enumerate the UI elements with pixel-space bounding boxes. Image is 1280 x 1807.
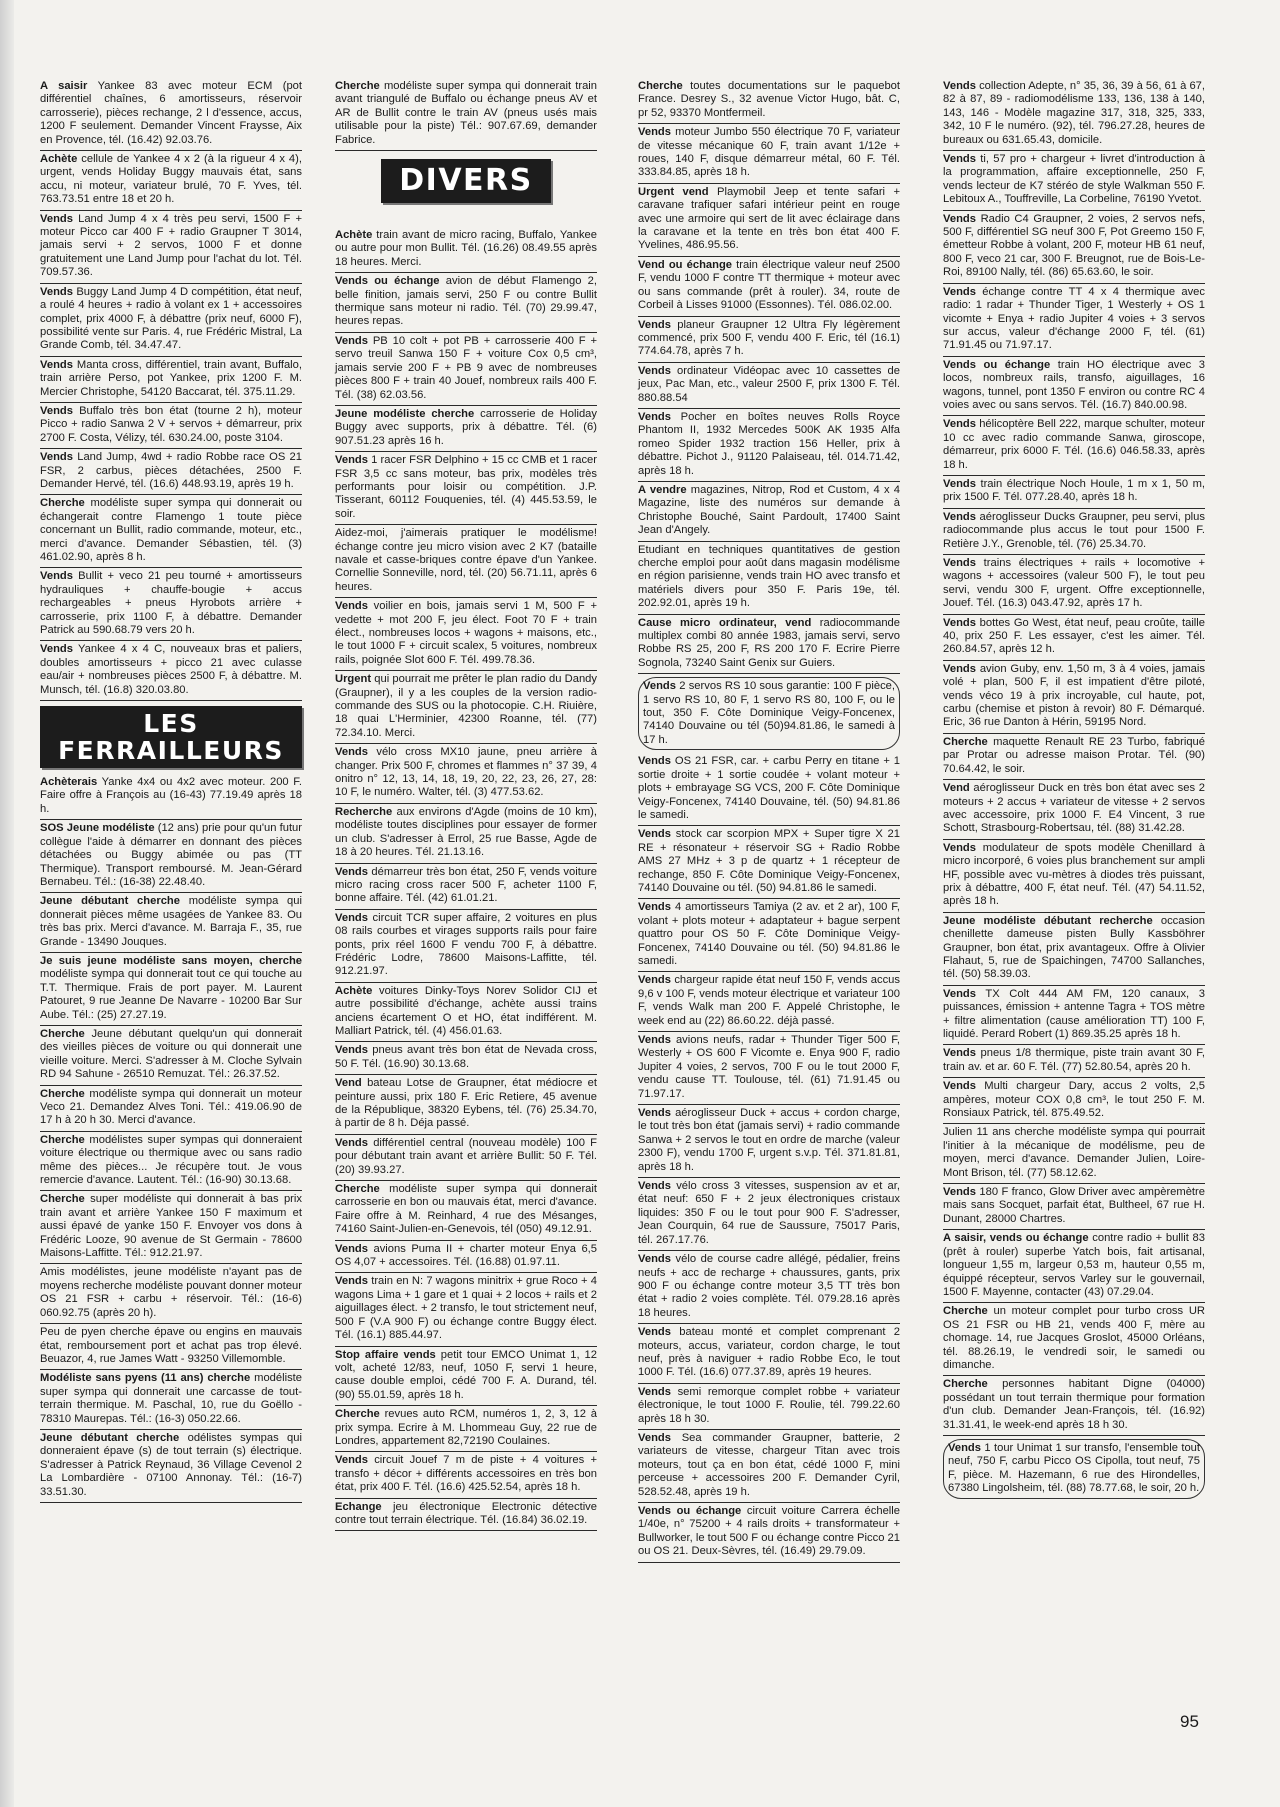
- ad-text: voitures Dinky-Toys Norev Solidor CIJ et autre possibilité d'échange, achète aussi trains anciens écartement O et HO, état indifférent. M. Malliart Patrick, tél. (4) 456.01.63.: [335, 984, 597, 1037]
- ad-keyword: Modéliste sans pyens (11 ans) cherche: [40, 1372, 251, 1385]
- classified-ad: [638, 184, 900, 257]
- ad-keyword: Vends: [335, 1242, 368, 1255]
- ad-keyword: Vend: [335, 1077, 362, 1090]
- ad-keyword: Cherche: [335, 80, 380, 92]
- ad-text: circuit Jouef 7 m de piste + 4 voitures + transfo + décor + différents accessoires en très bon état, prix 400 F. Tél. (16.6) 425.52.54, après 18 h.: [335, 1454, 597, 1494]
- classified-ad: [638, 482, 900, 542]
- ad-keyword: Cherche: [40, 1193, 85, 1206]
- ad-keyword: Cherche: [943, 1378, 988, 1391]
- ad-keyword: A vendre: [638, 483, 687, 496]
- classified-ad: [40, 774, 302, 820]
- ad-keyword: Vends: [638, 1326, 671, 1339]
- ad-text: moteur Jumbo 550 électrique 70 F, variateur de vitesse mécanique 60 F, train avant 1/12e + roues, 140 F, disque démarreur métal, 60 F. Tél. 333.84.85, après 18 h.: [638, 126, 900, 179]
- classified-ad: [40, 820, 302, 893]
- ad-keyword: Achète: [335, 229, 373, 242]
- classified-ad: [40, 1324, 302, 1370]
- classified-ad: [943, 1124, 1205, 1184]
- ad-text: contre radio + bullit 83 (prêt à rouler) superbe Yatch bois, fait artisanal, longueur 1,55 m, largeur 0,53 m, hauteur 0,55 m, équippé récepteur, servos Varley sur le gouvernail, 1500 F. Mayenne, contacter (43) 07.29.04.: [943, 1232, 1205, 1298]
- classified-ad: [335, 804, 597, 864]
- ad-text: avion de début Flamengo 2, belle finition, jamais servi, 250 F ou contre Bullit thermique sans moteur ni radio. Tél. (70) 29.99.47, heures repas.: [335, 275, 598, 328]
- ad-keyword: Vends: [335, 334, 368, 347]
- classified-ad: [638, 317, 900, 363]
- ad-text: vélo cross 3 vitesses, suspension av et ar, état neuf: 650 F + 2 jeux électroniques cristaux liquides: 350 F ou le tout pour 900 F. S'adresser, Jean Courquin, 64 rue de Saussure, 75017 Paris, tél. 267.17.76.: [638, 1180, 900, 1246]
- ad-text: aéroglisseur Ducks Graupner, peu servi, plus radiocommande plus accus le tout pour 1500 F. Retière J.Y., Grenoble, tél. (76) 25.34.70.: [943, 510, 1205, 550]
- classified-ad: [943, 734, 1205, 780]
- ad-text: avions Puma II + charter moteur Enya 6,5 OS 4,07 + accessoires. Tél. (16.88) 01.97.11.: [335, 1242, 597, 1269]
- classified-ad: [943, 615, 1205, 661]
- ad-text: Amis modélistes, jeune modéliste n'ayant pas de moyens recherche modéliste pouvant donner moteur OS 21 FSR + carbu + réservoir. Tél.: (16-6) 060.92.75 (après 20 h).: [40, 1266, 302, 1319]
- ad-keyword: Vend: [943, 782, 970, 795]
- ad-text: échange contre TT 4 x 4 thermique avec radio: 1 radar + Thunder Tiger, 1 Westerly + OS 1 vicomte + Enya + radio Jupiter 4 voies + 3 servos sur accus, valeur d'échange 2000 F, tél. (61) 71.91.45 ou 71.97.17.: [943, 285, 1205, 352]
- classified-ad: [638, 124, 900, 184]
- classified-ad: [40, 1264, 302, 1324]
- ad-text: vélo cross MX10 jaune, pneu arrière à changer. Prix 500 F, chromes et flammes n° 37 39, 4 onitro n° 12, 13, 14, 18, 19, 20, 22, 23, 26, 27, 28: 10 F, le numéro. Walter, tél. (3) 477.53.62.: [335, 746, 597, 799]
- ad-text: Peu de pyen cherche épave ou engins en mauvais état, remboursement port et achat pas trop élevé. Beuazor, 4, rue James Watt - 93250 Villemomble.: [40, 1326, 302, 1365]
- ad-keyword: Cherche: [943, 735, 988, 748]
- ad-keyword: Cherche: [40, 1087, 85, 1100]
- ad-keyword: Vends ou échange: [943, 358, 1051, 371]
- ad-keyword: Vends: [943, 212, 976, 225]
- classified-ad: [40, 641, 302, 701]
- ad-text: Pocher en boîtes neuves Rolls Royce Phantom II, 1932 Mercedes 500K AK 1935 Alfa romeo Spider 1932 traction 156 Heller, prix à débattre. Pichot J., 91120 Palaiseau, tél. 014.71.42, après 18 h.: [638, 410, 900, 477]
- ad-text: petit tour EMCO Unimat 1, 12 volt, acheté 12/83, neuf, 1050 F, servi 1 heure, cause double emploi, cédé 700 F. A. Durand, tél. (90) 55.01.59, après 18 h.: [335, 1348, 597, 1401]
- ad-keyword: Vends: [943, 477, 976, 490]
- ad-text: aux environs d'Agde (moins de 10 km), modéliste toutes disciplines pour essayer de former un club. S'adresser à Errol, 25 rue Basse, Agde de 18 à 20 heures. Tél. 21.13.16.: [335, 805, 597, 859]
- ad-text: modélistes super sympas qui donneraient voiture électrique ou thermique avec ou sans radio même des pièces... Je récupère tout. Je vous remercie d'avance. Lautent. Tél.: (16-90) 30.13.68.: [40, 1133, 302, 1187]
- classified-ad: [943, 555, 1205, 615]
- ad-keyword: Jeune modéliste cherche: [335, 407, 475, 420]
- ad-keyword: Vends: [638, 1107, 671, 1120]
- ad-keyword: Echange: [335, 1500, 382, 1513]
- ad-text: jeu électronique Electronic détective contre tout terrain électrique. Tél. (16.84) 36.02.19.: [335, 1500, 597, 1526]
- ad-text: Playmobil Jeep et tente safari + caravane trafiquer safari intérieur peint en rouge avec une armoire qui sert de lit avec éclairage dans la caravane et la tente en très bon état 400 F. Yvelines, 486.95.56.: [638, 185, 900, 252]
- classified-ad: [943, 1045, 1205, 1078]
- ad-text: Buffalo très bon état (tourne 2 h), moteur Picco + radio Sanwa 2 V + servos + démarreur, prix 2700 F. Costa, Vélizy, tél. 630.24.00, poste 3104.: [40, 404, 302, 444]
- classified-ad: [638, 1503, 900, 1563]
- classified-ad: [335, 1452, 597, 1498]
- ad-text: chargeur rapide état neuf 150 F, vends accus 9,6 v 100 F, vends moteur électrique et variateur 100 F, vends Walk man 200 F. Appelé Christophe, le week end au (22) 86.60.22. déjà passé.: [638, 974, 900, 1027]
- ad-text: revues auto RCM, numéros 1, 2, 3, 12 à prix sympa. Ecrire à M. Lhommeau Guy, 22 rue de Londres, appartement 82,72190 Coulaines.: [335, 1408, 597, 1447]
- ad-text: circuit voiture Carrera échelle 1/40e, n° 75200 + 4 rails droits + transformateur + Bullworker, le tout 500 F ou échange contre Picco 21 ou OS 21. Deux-Sèvres, tél. (16.49) 29.79.09.: [638, 1505, 900, 1558]
- ad-text: radiocommande multiplex combi 80 année 1983, jamais servi, servo Robbe RS 25, 200 F, RS 200 170 F. Ecrire Pierre Sognola, 73240 Saint Genix sur Guiers.: [638, 616, 900, 669]
- classified-ad: [40, 1430, 302, 1503]
- ad-text: modéliste sympa qui donnerait un moteur Veco 21. Demandez Alves Toni. Tél.: 419.06.90 de 17 h à 20 h 30. Merci d'avance.: [40, 1087, 302, 1127]
- ad-keyword: Vends: [638, 318, 671, 331]
- classified-ad: [943, 840, 1205, 913]
- ad-text: carrosserie de Holiday Buggy avec supports, prix à débattre. Tél. (6) 907.51.23 après 16 h.: [335, 407, 597, 447]
- ad-keyword: A saisir, vends ou échange: [943, 1232, 1089, 1245]
- ad-text: hélicoptère Bell 222, marque schulter, moteur 10 cc avec radio commande Sanwa, giroscope, démarreur, prix 6000 F. Tél. (16.6) 046.58.33, après 18 h.: [943, 418, 1205, 471]
- ad-keyword: Vends: [40, 285, 73, 298]
- ad-text: Multi chargeur Dary, accus 2 volts, 2,5 ampères, moteur COX 0,8 cm³, le tout 250 F. M. Ronsiaux Patrick, tél. 875.49.52.: [943, 1080, 1205, 1120]
- classified-ad: [335, 1181, 597, 1241]
- ad-text: pneus 1/8 thermique, piste train avant 30 F, train av. et ar. 60 F. Tél. (77) 52.80.54, après 20 h.: [943, 1047, 1205, 1073]
- ad-text: cellule de Yankee 4 x 2 (à la rigueur 4 x 4), urgent, vends Holiday Buggy mauvais état, sans accu, ni moteur, variateur brulé, 70 F. Yves, tél. 763.73.51 entre 18 et 20 h.: [40, 153, 302, 206]
- ad-text: Radio C4 Graupner, 2 voies, 2 servos nefs, 500 F, différentiel SG neuf 300 F, Pot Greemo 150 F, émetteur Robbe à volant, 200 F, moteur HB 61 neuf, 800 F, veco 21 car, 300 F. Breugnot, rue de Bois-Le-Roi, 89100 Nally, tél. (86) 65.63.60, le soir.: [943, 212, 1205, 279]
- ad-text: Buggy Land Jump 4 D compétition, état neuf, a roulé 4 heures + radio à volant ex 1 + accessoires complet, prix 4000 F, à débattre (prix neuf, 6000 F), possibilité vente sur Paris. 4, rue Frédéric Mistral, La Grande Comb, tél. 34.47.47.: [40, 285, 302, 352]
- classified-ad: [638, 1384, 900, 1430]
- classified-ad: [335, 744, 597, 804]
- ad-keyword: Vends: [40, 404, 73, 417]
- ad-keyword: Vends: [335, 1275, 368, 1288]
- classified-ad: [638, 972, 900, 1032]
- classified-ad: [943, 476, 1205, 509]
- ad-text: personnes habitant Digne (04000) possédant un tout terrain thermique pour formation d'un club. Demander Jean-François, tél. (16.92) 31.31.41, le week-end après 18 h 30.: [943, 1378, 1205, 1431]
- classified-ad: [40, 449, 302, 495]
- ad-text: Land Jump, 4wd + radio Robbe race OS 21 FSR, 2 carbus, pièces détachées, 2500 F. Demander Hervé, tél. (16.6) 448.93.19, après 19 h.: [40, 451, 302, 490]
- ad-text: train HO électrique avec 3 locos, nombreux rails, transfo, aiguillages, 16 wagons, tunnel, pont 1350 F environ ou contre RC 4 voies avec ou sans servos. Tél. (16.7) 840.00.98.: [943, 358, 1206, 411]
- ad-keyword: Cherche: [335, 1183, 380, 1196]
- ad-text: train électrique Noch Houle, 1 m x 1, 50 m, prix 1500 F. Tél. 077.28.40, après 18 h.: [943, 477, 1205, 504]
- ad-keyword: Urgent vend: [638, 185, 709, 198]
- ad-keyword: Cherche: [638, 80, 683, 92]
- classified-ad: [40, 893, 302, 953]
- classified-ad: [40, 568, 302, 641]
- ad-keyword: Vends: [335, 600, 368, 613]
- ad-keyword: Cause micro ordinateur, vend: [638, 616, 812, 629]
- ad-text: voilier en bois, jamais servi 1 M, 500 F + vedette + mot 200 F, jeu élect. Foot 70 F + train élect., nombreuses locos + wagons + maisons, etc., le tout 1000 F + circuit scalex, 5 voitures, nombreux rails, poignée Slot 600 F. Tél. 499.78.36.: [335, 600, 597, 666]
- ad-keyword: Vends: [638, 1034, 671, 1046]
- ad-text: qui pourrait me prêter le plan radio du Dandy (Graupner), il y a les couples de la version radio-commande des SUS ou la photocopie. C.H. Riuière, 18 quai L'Herminier, 42300 Roanne, tél. (77) 72.34.10. Merci.: [335, 673, 597, 739]
- ad-keyword: Vends: [943, 418, 976, 431]
- ad-text: toutes documentations sur le paquebot France. Desrey S., 32 avenue Victor Hugo, bât. C, pr 52, 93370 Montfermeil.: [638, 80, 900, 119]
- classified-ad: [638, 615, 900, 675]
- ad-text: bottes Go West, état neuf, peau croûte, taille 40, prix 250 F. Les essayer, c'est les aimer. Tél. 260.84.57, après 12 h.: [943, 616, 1205, 656]
- ad-text: Yankee 4 x 4 C, nouveaux bras et paliers, doubles amortisseurs + picco 21 avec culasse eau/air + nombreuses pièces 2500 F, à débattre. M. Munsch, tél. (16.8) 320.03.80.: [40, 643, 302, 696]
- ad-keyword: Vends: [638, 126, 671, 139]
- classified-ad: [638, 363, 900, 409]
- ad-keyword: Vends: [638, 1180, 671, 1193]
- classifieds-group-divers: [335, 227, 597, 1531]
- ad-keyword: Vends: [638, 901, 671, 914]
- ad-text: Etudiant en techniques quantitatives de gestion cherche emploi pour août dans magasin modélisme en région parisienne, vends train HO avec transfo et matériels divers pour 350 F. Paris 19e, tél. 202.92.01, après 19 h.: [638, 543, 900, 610]
- ad-keyword: Vends: [335, 454, 368, 467]
- classified-ad: [638, 1324, 900, 1384]
- classified-ad: [40, 1086, 302, 1132]
- ad-text: aéroglisseur Duck en très bon état avec ses 2 moteurs + 2 accus + variateur de vitesse + 2 servos avec accessoire, prix 1000 F. E4 Vincent, 3 rue Schott, Strasbourg-Robertsau, tél. (88) 31.42.28.: [943, 782, 1205, 835]
- ad-text: modéliste sympa qui donnerait pièces même usagées de Yankee 83. Ou très bas prix. Merci d'avance. M. Barraja F., 35, rue Grande - 13490 Jouques.: [40, 895, 302, 948]
- page-binding-shadow: [0, 0, 14, 1807]
- ad-keyword: Urgent: [335, 673, 372, 686]
- ad-keyword: Cherche: [40, 497, 85, 510]
- page-number: 95: [1180, 1712, 1199, 1731]
- classified-ad: [335, 983, 597, 1043]
- ad-keyword: Jeune débutant cherche: [40, 895, 180, 908]
- ad-text: Sea commander Graupner, batterie, 2 variateurs de vitesse, chargeur Titan avec trois moteurs, tout ça en bon état, cédé 1000 F, mini perceuse + accessoires 200 F. Demander Cyril, 528.52.48, après 19 h.: [638, 1431, 900, 1498]
- ad-keyword: Vends: [40, 570, 73, 583]
- classified-ad: [943, 986, 1205, 1046]
- ad-text: 2 servos RS 10 sous garantie: 100 F pièce, 1 servo RS 10, 80 F, 1 servo RS 80, 100 F, ou le tout, 350 F. Côte Dominique Veigy-Foncenex, 74140 Douvaine ou tél (50)94.81.86, le samedi à 17 h.: [643, 680, 895, 746]
- ad-keyword: A saisir: [40, 80, 88, 92]
- classified-ad: [335, 1273, 597, 1346]
- classified-ad: [638, 826, 900, 899]
- classified-ad: [943, 151, 1205, 211]
- classified-ad: [638, 1178, 900, 1251]
- classified-ad: [335, 671, 597, 744]
- classified-ad: [40, 1026, 302, 1086]
- classified-ad: [335, 78, 597, 151]
- classified-ad: [943, 284, 1205, 357]
- ad-keyword: Vends: [943, 987, 976, 1000]
- ad-keyword: Vends: [943, 1186, 976, 1199]
- classified-ad: [943, 1303, 1205, 1376]
- ad-keyword: Vends: [643, 680, 676, 693]
- ad-keyword: Vends: [335, 1136, 368, 1149]
- ad-keyword: Vends: [943, 841, 976, 854]
- ad-text: Bullit + veco 21 peu tourné + amortisseurs hydrauliques + chauffe-bougie + accus rechargeables + pneus Hyrobots arrière + carrosserie, prix 1100 F, à débattre. Demander Patrick au 590.68.79 vers 20 h.: [40, 570, 302, 637]
- classified-ad: [638, 1032, 900, 1105]
- classified-ad: [943, 1230, 1205, 1303]
- classified-ad: [40, 495, 302, 568]
- ad-text: avions neufs, radar + Thunder Tiger 500 F, Westerly + OS 600 F Vicomte e. Enya 900 F, radio Jupiter 4 voies, 2 servos, 700 F ou le tout 2000 F, vendu cause TT. Toulouse, tél. (61) 71.91.45 ou 71.97.17.: [638, 1034, 900, 1100]
- classified-ad: [943, 357, 1205, 417]
- ad-text: train électrique valeur neuf 2500 F, vendu 1000 F contre TT thermique + moteur avec ou sans commande (prêt à rouler). 34, route de Corbeil à Lisses 91000 (Essonnes). Tél. 086.02.00.: [638, 258, 900, 312]
- classified-ad: [335, 273, 597, 333]
- classified-ad: [335, 910, 597, 983]
- ad-keyword: Stop affaire vends: [335, 1348, 436, 1361]
- ad-text: modéliste super sympa qui donnerait train avant triangulé de Buffalo ou échange pneus AV et AR de Bullit contre le train AV (pneus usés mais utilisable pour la piste) Tél.: 907.67.69, demander Fabrice.: [335, 80, 597, 146]
- ad-text: modéliste super sympa qui donnerait carrosserie en bon ou mauvais état, merci d'avance. Faire offre à M. Reinhard, 4 rue des Mésanges, 74160 Saint-Julien-en-Genevois, tél (050) 49.12.91.: [335, 1183, 597, 1236]
- ad-keyword: Vends: [943, 153, 976, 166]
- classified-ad: [40, 1132, 302, 1192]
- classified-ad: [40, 1370, 302, 1430]
- ad-text: 1 tour Unimat 1 sur transfo, l'ensemble tout neuf, 750 F, carbu Picco OS Cipolla, tout neuf, 75 F, pièce. M. Hazemann, 6 rue des Hirondelles, 67380 Lingolsheim, tél. (88) 78.77.68, le soir, 20 h.: [948, 1441, 1200, 1495]
- ad-text: trains électriques + rails + locomotive + wagons + accessoires (valeur 500 F), le tout peu servi, vendu 300 F, urgent. Offre exceptionnelle, Jouef. Tél. (16.3) 043.47.92, après 17 h.: [943, 557, 1205, 610]
- ad-keyword: Vends: [943, 616, 976, 629]
- classified-ad: [638, 753, 900, 826]
- ad-keyword: Achète: [40, 153, 78, 166]
- ad-keyword: Vends: [40, 212, 73, 225]
- classified-ad: [335, 525, 597, 598]
- ad-keyword: Vends ou échange: [638, 1505, 742, 1517]
- ad-text: aéroglisseur Duck + accus + cordon charge, le tout très bon état (jamais servi) + radio commande Sanwa + 2 servos le tout en ordre de marche (valeur 2300 F), vendu 1700 F, urgent s.v.p. Tél. 371.81.81, après 18 h.: [638, 1107, 900, 1173]
- ad-keyword: Vends: [943, 1080, 976, 1093]
- classified-ad: [335, 1406, 597, 1452]
- classified-ad: [335, 1347, 597, 1407]
- classified-ad: [335, 1499, 597, 1532]
- ad-keyword: Vends: [40, 451, 73, 464]
- ad-text: un moteur complet pour turbo cross UR OS 21 FSR ou HB 21, vends 400 F, mère au chomage. 14, rue Jacques Groslot, 45000 Orléans, tél. 88.26.19, le vendredi soir, le samedi ou dimanche.: [943, 1305, 1205, 1371]
- classifieds-group-ferrailleurs: [40, 774, 302, 1503]
- classified-ad: [335, 1075, 597, 1135]
- classified-ad: [40, 151, 302, 211]
- column-2: [335, 78, 597, 1531]
- classified-ad: [40, 78, 302, 151]
- classifieds-group-1: [40, 78, 302, 701]
- ad-text: (12 ans) prie pour qu'un futur collègue l'aide à démarrer en donnant des pièces détachées ou Buggy abimée ou pas (TT Thermique). Transport remboursé. M. Jean-Gérard Bernabeu. Tél.: (16-38) 22.48.40.: [40, 822, 302, 888]
- classified-ad: [40, 357, 302, 403]
- ad-keyword: Cherche: [335, 1408, 380, 1421]
- classified-ad: [943, 1439, 1205, 1499]
- ad-text: modulateur de spots modèle Chenillard à micro incorporé, 6 voies plus branchement sur ampli HF, possible avec vu-mètres à diodes très puissant, prix à débattre, 400 F, état neuf. Tél. (47) 54.11.52, après 18 h.: [943, 841, 1205, 908]
- ad-keyword: Vends: [40, 643, 73, 656]
- classified-ad: [943, 1078, 1205, 1124]
- ad-keyword: Vends: [943, 285, 976, 298]
- ad-keyword: Vends: [638, 1431, 671, 1444]
- ad-text: TX Colt 444 AM FM, 120 canaux, 3 puissances, émission + antenne Tagra + TOS mètre + filtre alimentation (cause amélioration TT) 100 F, liquidé. Perard Robert (1) 869.35.25 après 18 h.: [943, 987, 1205, 1040]
- classified-ad: [40, 1191, 302, 1264]
- ad-text: modéliste super sympa qui donnerait ou échangerait contre Flamengo 1 toute pièce concernant un Bullit, radio commande, moteur, etc., merci d'avance. Demander Sébastien, tél. (3) 461.02.90, après 8 h.: [40, 497, 302, 563]
- classified-ad: [638, 1430, 900, 1503]
- classified-ad: [638, 78, 900, 124]
- ad-keyword: Jeune débutant cherche: [40, 1431, 180, 1444]
- ad-keyword: Je suis jeune modéliste sans moyen, cherche: [40, 954, 302, 967]
- ad-text: Yanke 4x4 ou 4x2 avec moteur. 200 F. Faire offre à François au (16-43) 77.19.49 après 18 h.: [40, 776, 302, 815]
- section-banner-divers: DIVERS: [381, 159, 551, 203]
- ad-text: différentiel central (nouveau modèle) 100 F pour débutant train avant et arrière Bullit: 50 F. Tél. (20) 39.93.27.: [335, 1136, 597, 1176]
- ad-text: 180 F franco, Glow Driver avec ampèremètre mais sans Socquet, parfait état, Bultheel, 67 rue H. Dunant, 28000 Chartres.: [943, 1186, 1205, 1225]
- ad-keyword: Vends: [638, 828, 671, 841]
- classified-ad: [638, 677, 900, 750]
- classified-ad: [40, 284, 302, 357]
- ad-keyword: Vends: [943, 80, 976, 92]
- ad-keyword: Vends: [943, 557, 976, 569]
- ad-text: 1 racer FSR Delphino + 15 cc CMB et 1 racer FSR 3,5 cc sans moteur, bas prix, modèles très performants pour loisir ou compétition. J.P. Tisserant, 60112 Fouquenies, tél. (4) 445.53.59, le soir.: [335, 454, 597, 520]
- ad-text: PB 10 colt + pot PB + carrosserie 400 F + servo treuil Sanwa 150 F + voiture Cox 0,5 cm³, jamais servie 200 F + PB 9 avec de nombreuses pièces 800 F + train 40 Jouef, nombreux rails 400 F. Tél. (38) 62.03.56.: [335, 334, 597, 401]
- ad-keyword: Cherche: [40, 1027, 85, 1040]
- ad-text: odélistes sympas qui donneraient épave (s) de tout terrain (s) électrique. S'adresser à Patrick Reynaud, 36 Village Cevenol 2 La Lombardière - 07100 Annonay. Tél.: (16-7) 33.51.30.: [40, 1431, 302, 1498]
- ad-text: Aidez-moi, j'aimerais pratiquer le modélisme! échange contre jeu micro vision avec 2 K7 (bataille navale et casse-briques contre épave d'un Yankee. Cornellie Sonneville, nord, tél. (20) 56.71.11, après 6 heures.: [335, 527, 597, 593]
- classified-ad: [335, 1241, 597, 1274]
- ad-keyword: Achèterais: [40, 776, 98, 789]
- classified-ad: [638, 409, 900, 482]
- classified-ad: [943, 509, 1205, 555]
- ad-keyword: Jeune modéliste débutant recherche: [943, 914, 1153, 927]
- ad-text: bateau monté et complet comprenant 2 moteurs, accus, variateur, cordon charge, le tout neuf, près à naviguer + radio Robbe Eco, le tout 1000 F. Tél. (16.6) 077.37.89, après 19 heures.: [638, 1326, 900, 1379]
- ad-text: Jeune débutant quelqu'un qui donnerait des vieilles pièces de voiture ou qui donnerait une vieille voiture. Merci. S'adresser à M. Cloche Sylvain RD 94 Sahune - 26510 Remuzat. Tél.: 26.37.52.: [40, 1027, 302, 1081]
- classified-ad: [335, 227, 597, 273]
- ad-keyword: Vends: [943, 662, 976, 675]
- ad-text: magazines, Nitrop, Rod et Custom, 4 x 4 Magazine, liste des numéros sur demande à Christophe Bouché, Saint Pardoult, 17400 Saint Jean d'Angely.: [638, 483, 900, 537]
- ad-text: OS 21 FSR, car. + carbu Perry en titane + 1 sortie droite + 1 sortie coudée + volant moteur + plots + embrayage SG VCS, 200 F. Côte Dominique Veigy-Foncenex, 74140 Douvaine, tél. (50) 94.81.86 le samedi.: [638, 755, 900, 821]
- classified-ad: [943, 661, 1205, 734]
- ad-keyword: Cherche: [40, 1133, 85, 1146]
- classified-ad: [943, 913, 1205, 986]
- ad-keyword: Vends: [943, 510, 976, 523]
- ad-text: bateau Lotse de Graupner, état médiocre et peinture aussi, prix 180 F. Eric Retiere, 45 avenue de la République, 38320 Eybens, tél. (76) 25.34.70, à partir de 8 h. Déja passé.: [335, 1077, 597, 1130]
- classified-ad: [638, 1105, 900, 1178]
- ad-text: train avant de micro racing, Buffalo, Yankee ou autre pour mon Bullit. Tél. (16.26) 08.49.55 après 18 heures. Merci.: [335, 229, 597, 268]
- ad-keyword: Vends: [335, 865, 368, 878]
- ad-text: démarreur très bon état, 250 F, vends voiture micro racing cross racer 500 F, acheter 1100 F, bonne affaire. Tél. (42) 61.01.21.: [335, 865, 597, 905]
- classified-ad: [335, 1042, 597, 1075]
- classified-ad: [335, 1135, 597, 1181]
- classified-ad: [638, 1251, 900, 1324]
- ad-keyword: Vends: [335, 746, 368, 759]
- ad-text: occasion chenillette dameuse pisten Bully Kassböhrer Graupner, bon état, prix avantageux. Offre à Olivier Flahaut, 5, rue de Spaichingen, 74700 Sallanches, tél. (50) 58.39.03.: [943, 914, 1205, 981]
- ad-keyword: Vends: [335, 1044, 368, 1057]
- classified-ad: [638, 899, 900, 972]
- ad-text: ti, 57 pro + chargeur + livret d'introduction à la programmation, affaire exceptionnelle, 250 F, vends lecteur de K7 stéréo de style Walkman 550 F. Lebitoux A., Touffreville, La Corbeline, 76190 Yvetot.: [943, 153, 1205, 206]
- ad-keyword: Vends: [638, 1253, 671, 1266]
- ad-text: super modéliste qui donnerait à bas prix train avant et arrière Yankee 150 F maximum et aussi épavé de yanke 150 F. Envoyer vos dons à Frédéric Looze, 90 avenue de St Germain - 78600 Maisons-Laffitte. Tél.: 912.21.97.: [40, 1193, 302, 1260]
- classified-ad: [638, 257, 900, 317]
- ad-keyword: Vends: [943, 1047, 976, 1060]
- ad-keyword: Vends: [638, 1385, 671, 1398]
- ad-keyword: Vends: [40, 358, 73, 371]
- ad-text: pneus avant très bon état de Nevada cross, 50 F. Tél. (16.90) 30.13.68.: [335, 1044, 597, 1070]
- ad-text: 4 amortisseurs Tamiya (2 av. et 2 ar), 100 F, volant + plots moteur + adaptateur + bague serpent quattro pour OS 50 F. Côte Dominique Veigy-Foncenex, 74140 Douvaine ou tél. (50) 94.81.86 le samedi.: [638, 901, 900, 967]
- ad-text: Manta cross, différentiel, train avant, Buffalo, train arrière Perso, pot Yankee, prix 1200 F. M. Mercier Christophe, 54120 Baccarat, tél. 375.11.29.: [40, 358, 302, 398]
- classified-ad: [40, 211, 302, 284]
- ad-text: modéliste sympa qui donnerait tout ce qui touche au T.T. Thermique. Frais de port payer. M. Laurent Patouret, 9 rue Jeanne De Navarre - 10200 Bar Sur Aube. Tél.: (25) 27.27.19.: [40, 968, 302, 1021]
- ad-keyword: Vends: [638, 364, 671, 377]
- classified-ad: [40, 403, 302, 449]
- classified-ad: [335, 333, 597, 406]
- ad-text: avion Guby, env. 1,50 m, 3 à 4 voies, jamais volé + plan, 500 F, il est impatient d'être piloté, vends véco 19 à prix incroyable, cul haute, pot, carbu (chemise et piston à revoir) 80 F. Démarqué. Eric, 36 rue Danton à Hérin, 59195 Nord.: [943, 662, 1205, 729]
- classifieds-group-2a: [335, 78, 597, 151]
- column-4: [943, 78, 1205, 1502]
- ad-keyword: Vends: [948, 1441, 981, 1454]
- ad-keyword: Vends: [335, 911, 368, 924]
- ad-text: train en N: 7 wagons minitrix + grue Roco + 4 wagons Lima + 1 gare et 1 quai + 2 locos + rails et 2 aiguillages élect. + 2 transfo, le tout strictement neuf, 500 F (V.A 900 F) ou échange contre Buggy élect. Tél. (16.1) 885.44.97.: [335, 1275, 597, 1342]
- ad-keyword: Achète: [335, 984, 373, 997]
- ad-keyword: Cherche: [943, 1305, 988, 1318]
- ad-text: semi remorque complet robbe + variateur électronique, le tout 1000 F. Roulie, tél. 799.22.60 après 18 h 30.: [638, 1385, 900, 1425]
- classified-ad: [943, 416, 1205, 476]
- ad-text: Yankee 83 avec moteur ECM (pot différentiel chaînes, 6 amortisseurs, réservoir carrosserie), pièces rechange, 2 l d'essence, accus, 1200 F seulement. Demander Vincent Fraysse, Aix en Provence, tél. (16.42) 92.03.76.: [40, 80, 303, 146]
- classified-ad: [335, 864, 597, 910]
- classified-ad: [638, 542, 900, 615]
- ad-text: stock car scorpion MPX + Super tigre X 21 RE + résonateur + réservoir SG + Radio Robbe AMS 27 MHz + 3 p de quartz + 1 récepteur de rechange, 850 F. Côte Dominique Veigy-Foncenex, 74140 Douvaine ou tél. (50) 94.81.86 le samedi.: [638, 828, 900, 894]
- classified-ad: [943, 780, 1205, 840]
- column-1: [40, 78, 302, 1503]
- ad-keyword: SOS Jeune modéliste: [40, 822, 155, 835]
- classified-ad: [943, 78, 1205, 151]
- classified-ad: [40, 953, 302, 1026]
- ad-text: Land Jump 4 x 4 très peu servi, 1500 F + moteur Picco car 400 F + radio Graupner T 3014, jamais servi + 2 servos, 1000 F et donne gratuitement une Land Jump pour l'achat du lot. Tél. 709.57.36.: [40, 212, 302, 279]
- ad-text: modéliste super sympa qui donnerait une carcasse de tout-terrain thermique. M. Paschal, 10, rue du Goëllo - 78310 Maurepas. Tél.: (16-3) 050.22.66.: [40, 1372, 302, 1425]
- ad-keyword: Vends: [638, 755, 671, 768]
- ad-text: vélo de course cadre allégé, pédalier, freins neufs + acc de recharge + chaussures, gants, prix 900 F ou échange contre moteur 3,5 TT très bon état + radio 2 voies complète. Tél. 079.28.16 après 18 heures.: [638, 1253, 900, 1319]
- ad-keyword: Vends: [335, 1454, 368, 1467]
- classified-ad: [335, 452, 597, 525]
- ad-keyword: Vends: [638, 410, 671, 423]
- ad-text: Julien 11 ans cherche modéliste sympa qui pourrait l'initier à la mécanique de modélisme, peu de moyen, merci d'avance. Demander Julien, Loire-Mont Brison, tél. (77) 58.12.62.: [943, 1126, 1205, 1179]
- ad-keyword: Vends: [638, 974, 671, 987]
- section-banner-les-ferrailleurs: LES FERRAILLEURS: [40, 706, 302, 768]
- classified-ad: [943, 211, 1205, 284]
- ad-text: maquette Renault RE 23 Turbo, fabriqué par Protar ou adresse maison Protar. Tél. (90) 70.64.42, le soir.: [943, 735, 1205, 775]
- ad-keyword: Recherche: [335, 805, 393, 818]
- ad-keyword: Vends ou échange: [335, 275, 440, 288]
- ad-keyword: Vend ou échange: [638, 258, 733, 271]
- ad-text: planeur Graupner 12 Ultra Fly légèrement commencé, prix 500 F, vendu 400 F. Eric, tél (16.1) 774.64.78, après 7 h.: [638, 318, 900, 358]
- classified-ad: [335, 406, 597, 452]
- ad-text: ordinateur Vidéopac avec 10 cassettes de jeux, Pac Man, etc., valeur 2500 F, prix 1300 F. Tél. 880.88.54: [638, 364, 900, 404]
- ad-text: collection Adepte, n° 35, 36, 39 à 56, 61 à 67, 82 à 87, 89 - radiomodélisme 133, 136, 138 à 140, 143, 146 - Modèle magazine 317, 318, 325, 333, 342, 10 F le numéro. (92), tél. 796.27.28, heures de bureaux ou 631.65.43, domicile.: [943, 80, 1205, 146]
- column-3: [638, 78, 900, 1563]
- classified-ad: [943, 1184, 1205, 1230]
- ad-text: circuit TCR super affaire, 2 voitures en plus 08 rails courbes et virages supports rails pour faire ponts, prix réel 1600 F vendu 700 F, à débattre. Frédéric Lodre, 78600 Maisons-Laffitte, tél. 912.21.97.: [335, 911, 597, 978]
- classified-ad: [943, 1376, 1205, 1436]
- classified-ad: [335, 598, 597, 671]
